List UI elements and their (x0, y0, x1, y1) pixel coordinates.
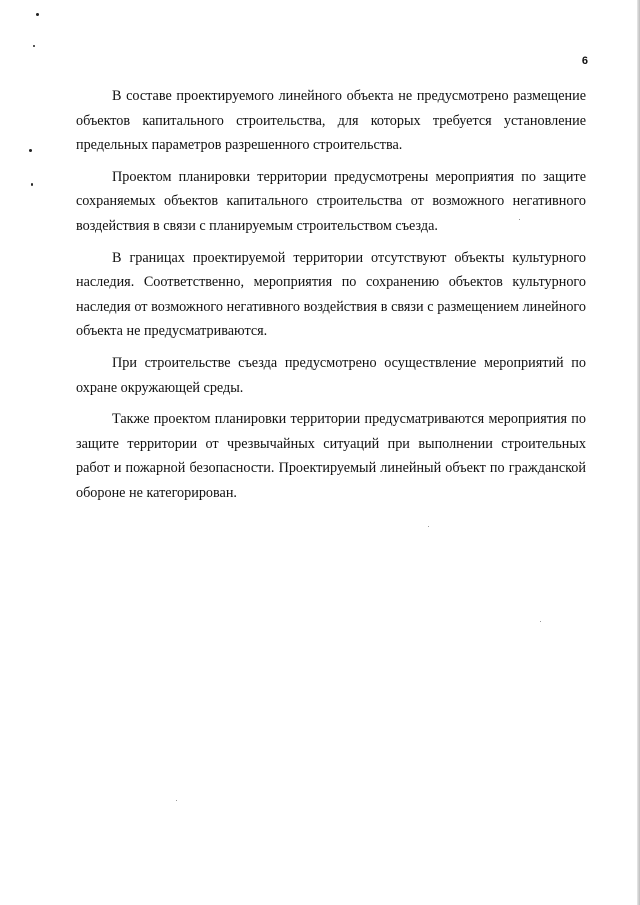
paragraph-cultural-heritage: В границах проектируемой территории отсутствуют объекты культурного наследия. Соответственно, мероприятия по сохранению объектов культурного наследия от возможного негативного воздействия в связи с размещением линейного объекта не предусматриваются. (76, 249, 586, 340)
scan-speck (31, 183, 33, 186)
paragraph-emergency-civil-defense: Также проектом планировки территории предусматриваются мероприятия по защите территории от чрезвычайных ситуаций при выполнении строительных работ и пожарной безопасности. Проектируемый линейный объект по гражданской обороне не категорирован. (76, 411, 586, 501)
scan-speck (36, 13, 39, 16)
scan-speck (428, 526, 429, 527)
scan-speck (176, 800, 177, 801)
page-number: 6 (581, 55, 588, 67)
scan-speck (519, 219, 520, 220)
paragraph-environment: При строительстве съезда предусмотрено осуществление мероприятий по охране окружающей среды. (76, 354, 586, 396)
scan-speck (29, 149, 32, 152)
scan-speck (33, 45, 35, 47)
scan-speck (540, 621, 541, 622)
document-body (76, 84, 586, 513)
paragraph-protection-measures: Проектом планировки территории предусмотрены мероприятия по защите сохраняемых объектов капитального строительства от возможного негативного воздействия в связи с планируемым строительством съезда. (76, 168, 586, 234)
paragraph-linear-object: В составе проектируемого линейного объекта не предусмотрено размещение объектов капитального строительства, для которых требуется установление предельных параметров разрешенного строительства. (76, 88, 586, 154)
